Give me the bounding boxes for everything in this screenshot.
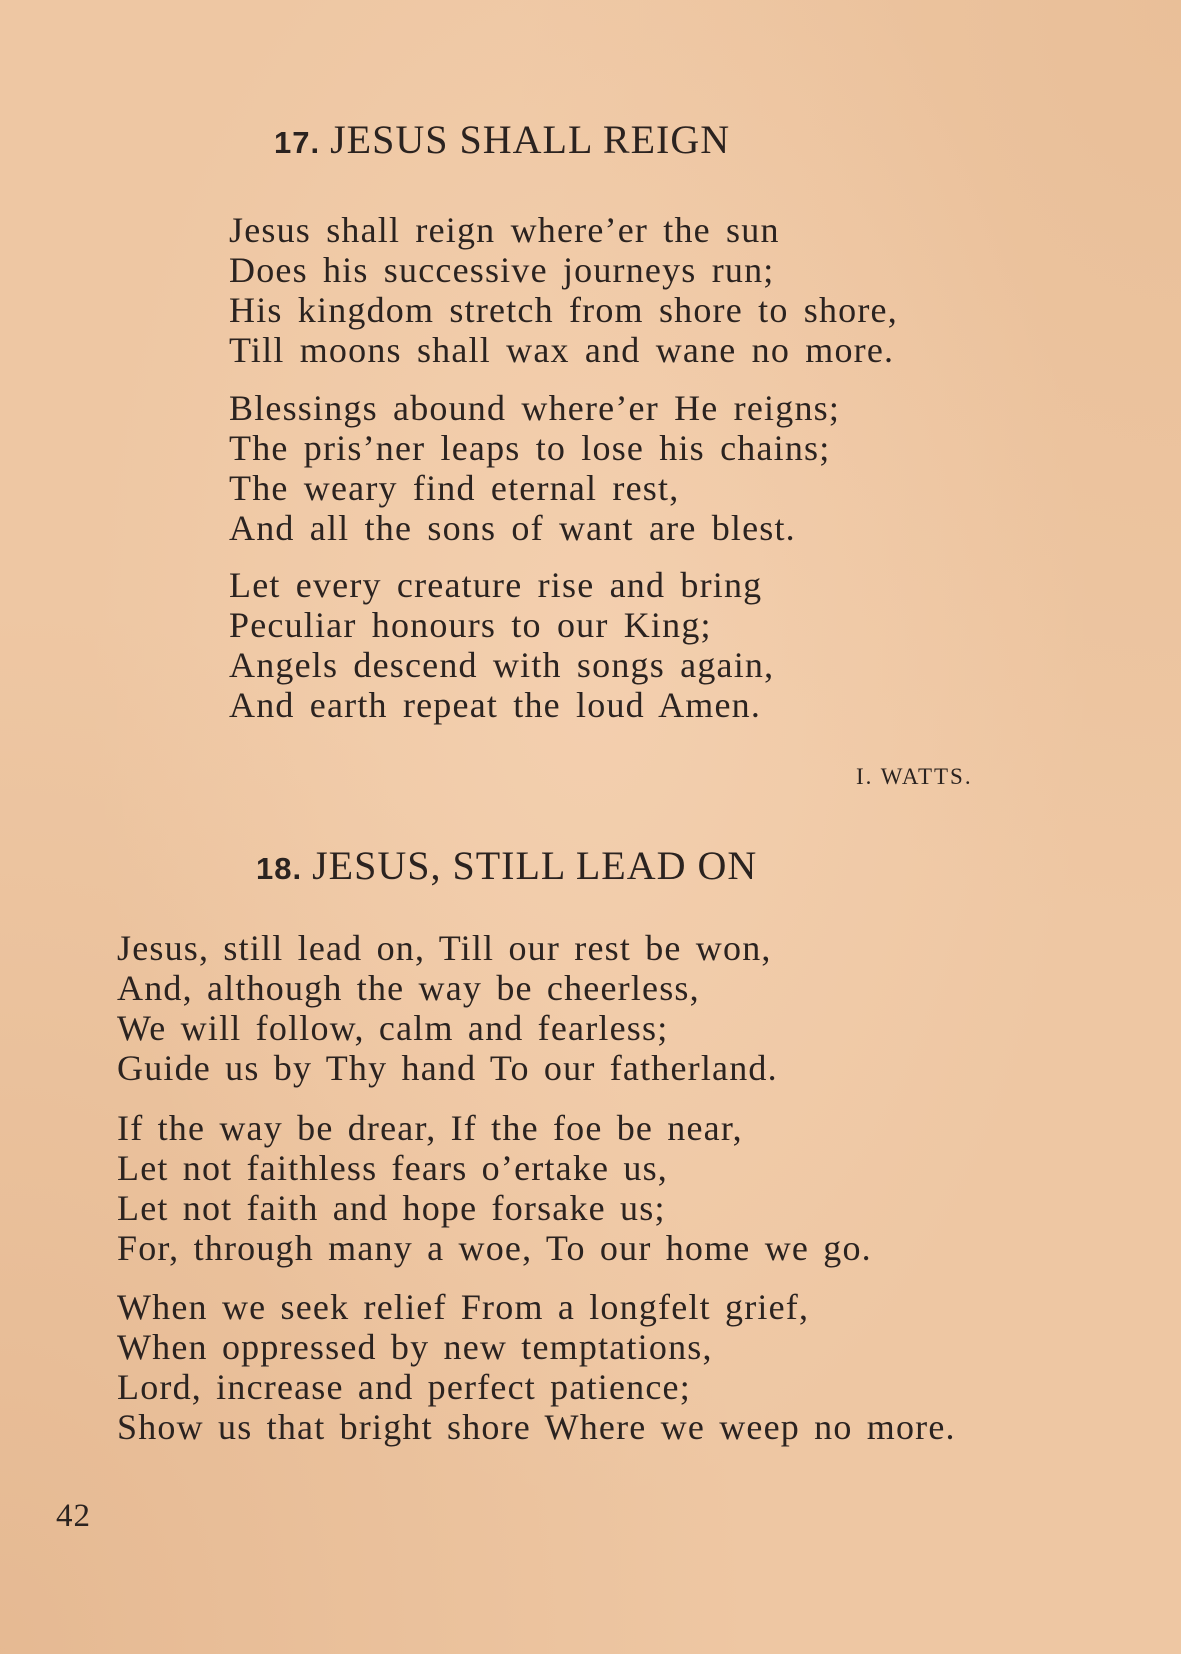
hymn-18-number: 18. — [256, 851, 303, 886]
verse-line: If the way be drear, If the foe be near, — [117, 1108, 743, 1148]
hymn-17-number: 17. — [274, 125, 321, 160]
page-number: 42 — [56, 1498, 91, 1534]
verse-line: Angels descend with songs again, — [229, 645, 775, 685]
hymn-17-title — [274, 117, 731, 162]
hymn-17-author: I. WATTS. — [856, 764, 973, 789]
verse-line: Guide us by Thy hand To our fatherland. — [117, 1048, 778, 1088]
verse-line: His kingdom stretch from shore to shore, — [229, 290, 898, 330]
verse-line: Show us that bright shore Where we weep no more. — [117, 1407, 956, 1447]
verse-line: Let not faithless fears o’ertake us, — [117, 1148, 669, 1188]
verse-line: The weary find eternal rest, — [229, 468, 680, 508]
verse-line: And, although the way be cheerless, — [117, 968, 700, 1008]
verse-line: Peculiar honours to our King; — [229, 605, 712, 645]
verse-line: Till moons shall wax and wane no more. — [229, 330, 895, 370]
verse-line: Blessings abound where’er He reigns; — [229, 388, 841, 428]
verse-line: For, through many a woe, To our home we go. — [117, 1228, 872, 1268]
hymn-18-stanza-1 — [117, 928, 778, 1088]
verse-line: Let every creature rise and bring — [229, 565, 763, 605]
hymn-18-stanza-2 — [117, 1108, 872, 1268]
hymn-18-stanza-3 — [117, 1287, 956, 1447]
hymn-18-title-text: JESUS, STILL LEAD ON — [312, 843, 758, 888]
verse-line: Lord, increase and perfect patience; — [117, 1367, 691, 1407]
verse-line: The pris’ner leaps to lose his chains; — [229, 428, 831, 468]
hymn-17-stanza-3 — [229, 565, 774, 725]
verse-line: And earth repeat the loud Amen. — [229, 685, 762, 725]
hymn-17-title-text: JESUS SHALL REIGN — [330, 117, 731, 162]
verse-line: Jesus shall reign where’er the sun — [229, 210, 780, 250]
hymn-17-stanza-2 — [229, 388, 840, 548]
verse-line: Jesus, still lead on, Till our rest be won, — [117, 928, 772, 968]
verse-line: When we seek relief From a longfelt grief, — [117, 1287, 810, 1327]
hymn-18-title — [256, 843, 758, 888]
verse-line: When oppressed by new temptations, — [117, 1327, 713, 1367]
verse-line: We will follow, calm and fearless; — [117, 1008, 669, 1048]
verse-line: Let not faith and hope forsake us; — [117, 1188, 666, 1228]
verse-line: And all the sons of want are blest. — [229, 508, 796, 548]
hymn-17-stanza-1 — [229, 210, 898, 370]
verse-line: Does his successive journeys run; — [229, 250, 775, 290]
